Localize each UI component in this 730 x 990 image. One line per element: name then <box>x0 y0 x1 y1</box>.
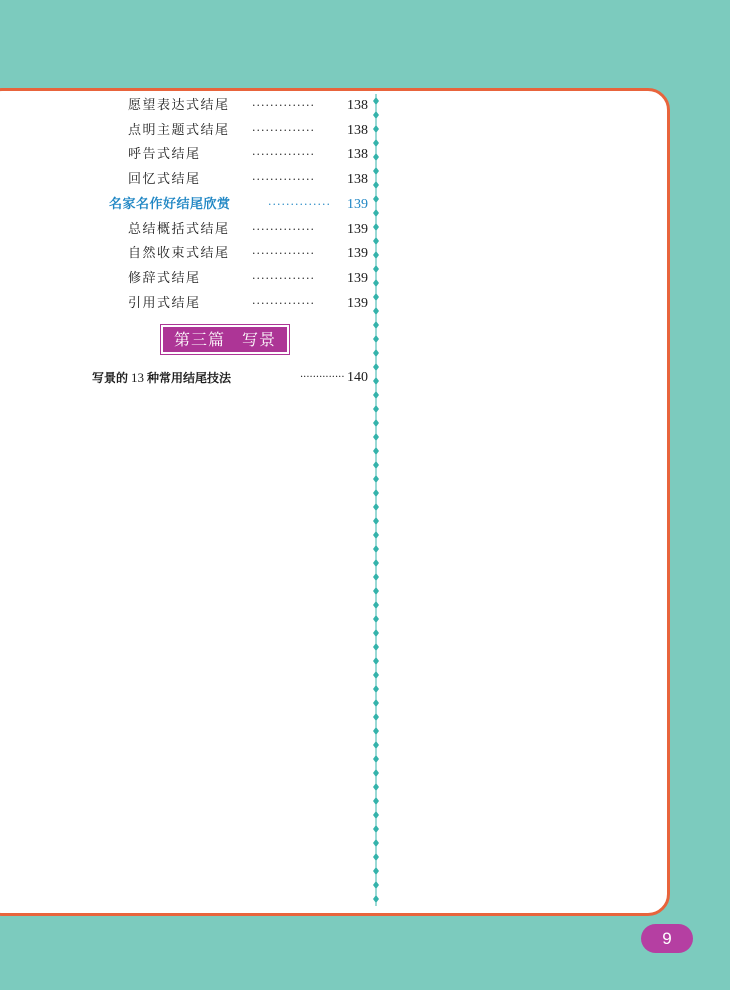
entry-label: 愿望表达式结尾 <box>128 98 230 113</box>
entry-label: 修辞式结尾 <box>128 271 201 287</box>
entry-label: 总结概括式结尾 <box>128 221 230 237</box>
dot-leader: ·············· <box>252 148 315 162</box>
dot-leader: ·············· <box>252 222 315 236</box>
page-number: 139 <box>347 246 368 262</box>
chapter-heading <box>0 316 368 365</box>
toc-entry[interactable] <box>0 267 368 292</box>
page-number: 140 <box>347 369 368 385</box>
toc-column-left <box>0 94 368 391</box>
entry-label <box>92 366 231 391</box>
dot-leader: ·············· <box>252 173 315 187</box>
entry-label: 呼告式结尾 <box>128 147 201 163</box>
entry-label: 点明主题式结尾 <box>128 122 230 138</box>
page-number: 139 <box>347 271 368 287</box>
entry-label: 名家名作好结尾欣赏 <box>109 196 231 212</box>
page-number: 139 <box>347 295 368 311</box>
toc-entry[interactable] <box>0 366 368 391</box>
page-number: 139 <box>347 196 368 212</box>
toc-entry[interactable] <box>0 94 368 119</box>
entry-label: 回忆式结尾 <box>128 172 201 188</box>
toc-entry[interactable] <box>0 218 368 243</box>
dot-leader: ·············· <box>252 296 315 310</box>
toc-entry[interactable] <box>0 292 368 317</box>
page-number: 138 <box>347 147 368 163</box>
toc-entry[interactable] <box>0 193 368 218</box>
dot-leader: ·············· <box>252 247 315 261</box>
chapter-title: 第三篇 写景 <box>161 325 289 354</box>
column-divider <box>369 94 383 906</box>
dot-leader: ·············· <box>252 99 315 112</box>
entry-label: 引用式结尾 <box>128 295 201 311</box>
dot-leader: ·············· <box>252 123 315 137</box>
toc-entry[interactable] <box>0 242 368 267</box>
method-label-part1: 写景的 <box>92 370 129 385</box>
toc-entry[interactable] <box>0 143 368 168</box>
toc-entry[interactable] <box>0 168 368 193</box>
page-number: 138 <box>347 98 368 113</box>
page-number: 138 <box>347 172 368 188</box>
toc-entry[interactable] <box>0 119 368 144</box>
page-number-badge: 9 <box>641 924 693 953</box>
dot-leader: ·············· <box>252 272 315 286</box>
dot-leader: ·············· <box>268 197 331 211</box>
dot-leader: ·············· <box>300 371 345 383</box>
entry-label: 自然收束式结尾 <box>128 246 230 262</box>
method-label-part2: 种常用结尾技法 <box>147 370 232 385</box>
page-number: 139 <box>347 221 368 237</box>
page-number: 138 <box>347 122 368 138</box>
method-count: 13 <box>131 369 145 385</box>
